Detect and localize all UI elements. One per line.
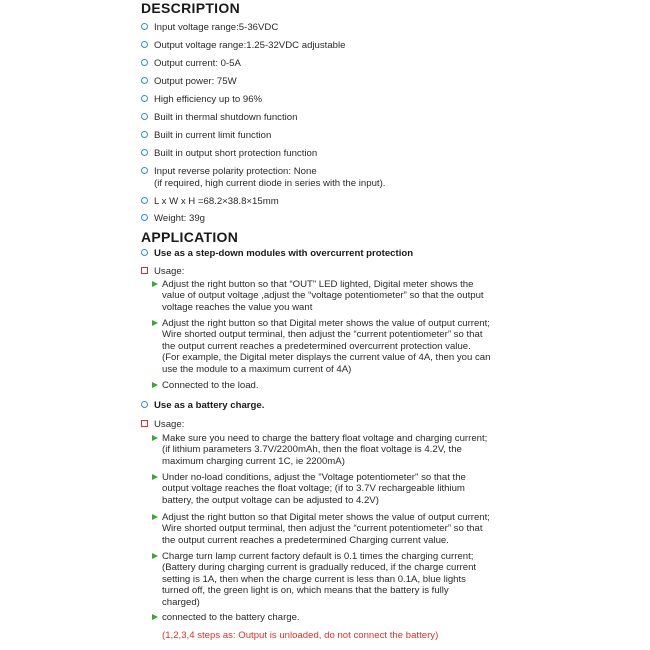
bullet-circle-icon [141, 149, 148, 156]
bullet-circle-icon [141, 59, 148, 66]
bullet-circle-icon [141, 214, 148, 221]
arrow-right-icon [152, 320, 158, 326]
bullet-circle-icon [141, 23, 148, 30]
arrow-right-icon [152, 614, 158, 620]
arrow-right-icon [152, 382, 158, 388]
bullet-circle-icon [141, 167, 148, 174]
application-heading: APPLICATION [141, 229, 239, 245]
bullet-circle-icon [141, 197, 148, 204]
warning-note: (1,2,3,4 steps as: Output is unloaded, do not connect the battery) [162, 630, 439, 641]
arrow-right-icon [152, 553, 158, 559]
description-heading: DESCRIPTION [141, 0, 240, 16]
bullet-circle-icon [141, 401, 148, 408]
usage-square-icon [141, 420, 148, 427]
arrow-right-icon [152, 281, 158, 287]
usage-square-icon [141, 267, 148, 274]
bullet-circle-icon [141, 249, 148, 256]
bullet-circle-icon [141, 77, 148, 84]
arrow-right-icon [152, 474, 158, 480]
bullet-circle-icon [141, 41, 148, 48]
bullet-circle-icon [141, 131, 148, 138]
bullet-circle-icon [141, 113, 148, 120]
arrow-right-icon [152, 435, 158, 441]
bullet-circle-icon [141, 95, 148, 102]
arrow-right-icon [152, 514, 158, 520]
